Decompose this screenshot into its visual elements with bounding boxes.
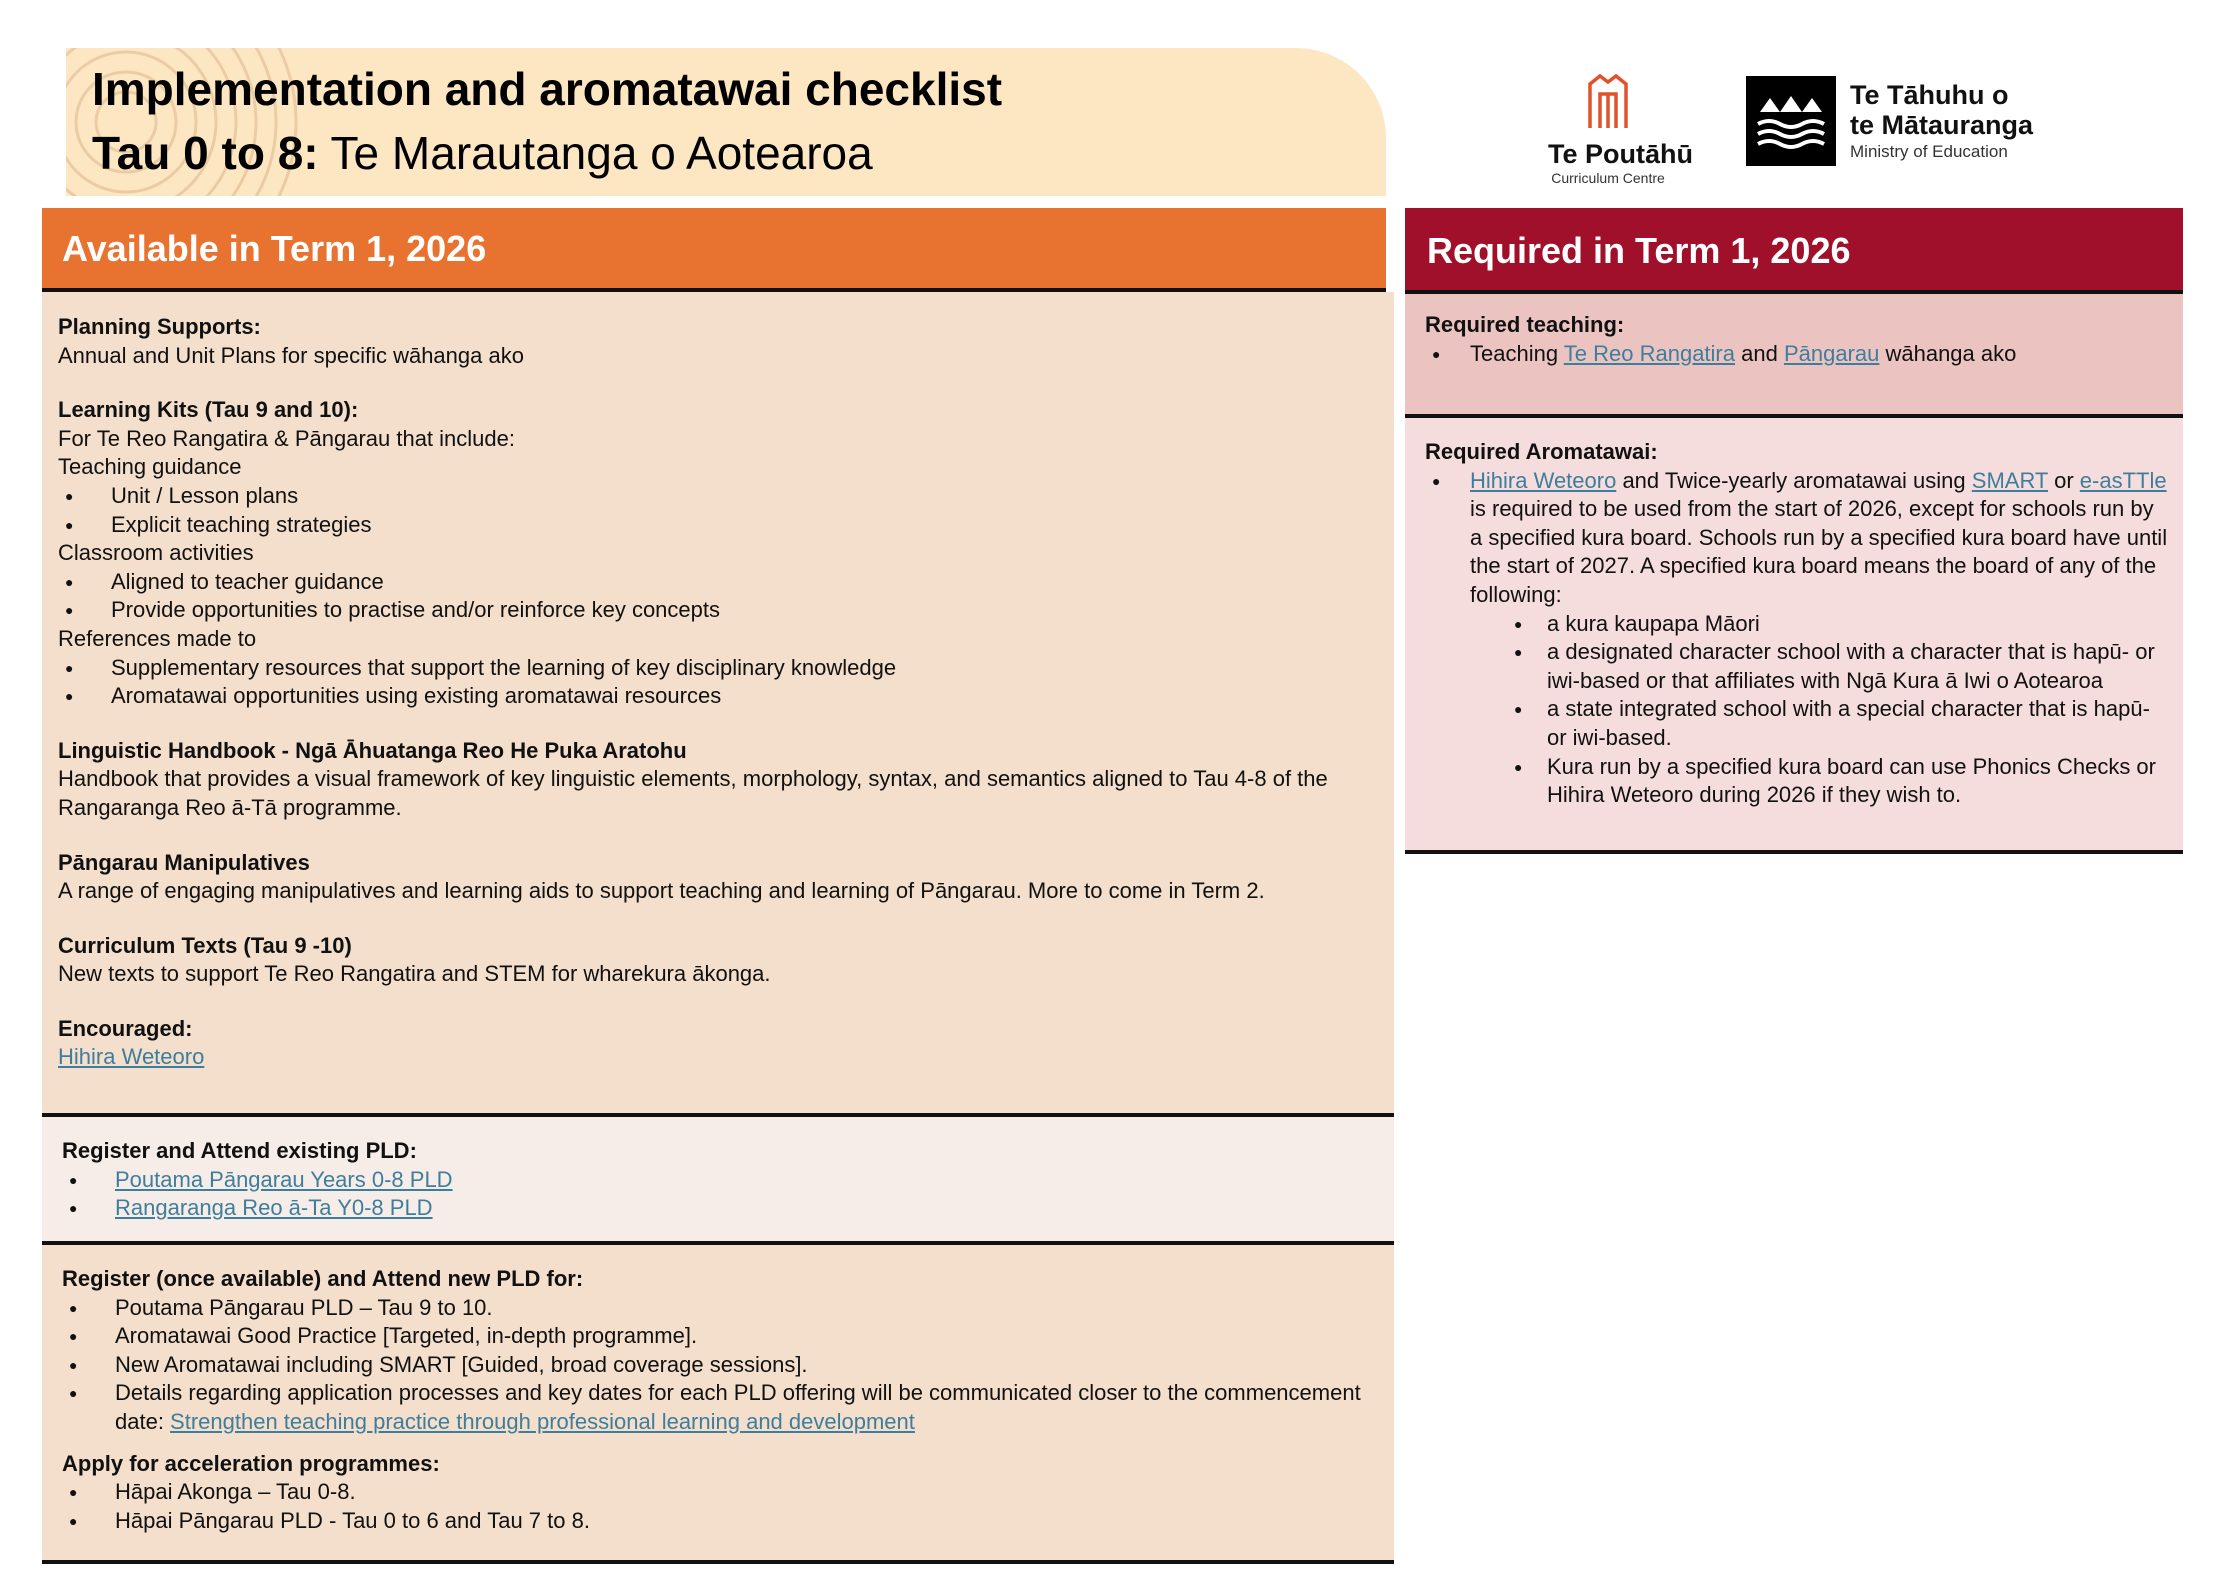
planning-text: Annual and Unit Plans for specific wāhanga ako — [58, 342, 524, 368]
te-poutahu-logo — [1548, 72, 1693, 186]
poutahu-name: Te Poutāhū — [1548, 139, 1693, 169]
required-aromatawai-content — [1425, 438, 2170, 810]
list-item: ● New Aromatawai including SMART [Guided, broad coverage sessions]. — [62, 1351, 1362, 1380]
acceleration-title: Apply for acceleration programmes: — [62, 1450, 440, 1476]
encouraged-title: Encouraged: — [58, 1015, 193, 1041]
required-teaching-title: Required teaching: — [1425, 312, 1625, 337]
existing-pld-title: Register and Attend existing PLD: — [62, 1138, 417, 1163]
kits-title: Learning Kits (Tau 9 and 10): — [58, 397, 359, 423]
poutahu-emblem-icon — [1586, 72, 1630, 130]
available-header — [42, 208, 1386, 292]
list-item: ● Poutama Pāngarau PLD – Tau 9 to 10. — [62, 1294, 1362, 1323]
smart-link[interactable]: SMART — [1971, 467, 2048, 493]
existing-pld-content — [62, 1137, 1362, 1223]
kits-teaching-label: Teaching guidance — [58, 454, 242, 480]
required-teaching-content — [1425, 311, 2170, 368]
page-title: Implementation and aromatawai checklist — [92, 63, 1003, 115]
required-aromatawai-title: Required Aromatawai: — [1425, 439, 1658, 464]
required-header-title: Required in Term 1, 2026 — [1427, 230, 1851, 271]
list-item: ● Supplementary resources that support the learning of key disciplinary knowledge — [58, 654, 1368, 683]
list-item: ● Unit / Lesson plans — [58, 482, 1368, 511]
list-item: ● Hāpai Akonga – Tau 0-8. — [62, 1478, 1362, 1507]
list-item: ● a kura kaupapa Māori — [1425, 610, 2170, 639]
hihira-weteoro-link[interactable]: Hihira Weteoro — [58, 1044, 205, 1070]
moe-name-english: Ministry of Education — [1850, 142, 2008, 161]
handbook-text: Handbook that provides a visual framework of key linguistic elements, morphology, syntax, and semantics aligned to Tau 4-8 of the Rangaranga Reo ā-Tā programme. — [58, 766, 1328, 820]
list-item: ● Hāpai Pāngarau PLD - Tau 0 to 6 and Tau 7 to 8. — [62, 1507, 1362, 1536]
manipulatives-text: A range of engaging manipulatives and learning aids to support teaching and learning of Pāngarau. More to come in Term 2. — [58, 878, 1265, 904]
moe-name-line2: te Mātauranga — [1850, 110, 2034, 140]
poutama-pld-link[interactable]: Poutama Pāngarau Years 0-8 PLD — [115, 1166, 453, 1192]
kits-references-label: References made to — [58, 625, 257, 651]
list-item: ● Teaching Te Reo Rangatira and Pāngarau wāhanga ako — [1425, 340, 2170, 369]
manipulatives-title: Pāngarau Manipulatives — [58, 849, 310, 875]
moe-emblem-icon — [1746, 76, 1836, 166]
moe-logo-text — [1850, 80, 2033, 162]
planning-title: Planning Supports: — [58, 314, 261, 339]
available-content — [58, 313, 1368, 1072]
strengthen-teaching-link[interactable]: Strengthen teaching practice through professional learning and development — [170, 1408, 915, 1434]
list-item: ● Explicit teaching strategies — [58, 511, 1368, 540]
kits-classroom-label: Classroom activities — [58, 540, 254, 566]
e-asttle-link[interactable]: e-asTTle — [2079, 467, 2167, 493]
te-reo-rangatira-link[interactable]: Te Reo Rangatira — [1563, 340, 1735, 366]
available-header-title: Available in Term 1, 2026 — [62, 228, 487, 269]
moe-name-line1: Te Tāhuhu o — [1850, 80, 2009, 110]
required-header — [1405, 208, 2183, 294]
page-subtitle: Tau 0 to 8: Te Marautanga o Aotearoa — [92, 127, 873, 179]
list-item: ● a designated character school with a character that is hapū- or iwi-based or that affiliates with Ngā Kura ā Iwi o Aotearoa — [1425, 638, 2170, 695]
hihira-weteoro-req-link[interactable]: Hihira Weteoro — [1470, 467, 1617, 493]
new-pld-title: Register (once available) and Attend new PLD for: — [62, 1266, 584, 1291]
list-item: ● Aligned to teacher guidance — [58, 568, 1368, 597]
list-item: ● Kura run by a specified kura board can use Phonics Checks or Hihira Weteoro during 2026 if they wish to. — [1425, 753, 2170, 810]
list-item: ● a state integrated school with a special character that is hapū- or iwi-based. — [1425, 695, 2170, 752]
new-pld-content — [62, 1265, 1362, 1535]
list-item: ● Aromatawai Good Practice [Targeted, in-depth programme]. — [62, 1322, 1362, 1351]
poutahu-subtitle: Curriculum Centre — [1551, 170, 1665, 186]
pangarau-link[interactable]: Pāngarau — [1783, 340, 1880, 366]
kits-intro: For Te Reo Rangatira & Pāngarau that include: — [58, 425, 515, 451]
list-item: ● Details regarding application processes and key dates for each PLD offering will be communicated closer to the commencement date: Strengthen teaching practice through professional learning and development — [62, 1379, 1362, 1436]
list-item: ● Aromatawai opportunities using existing aromatawai resources — [58, 682, 1368, 711]
list-item: ● Hihira Weteoro and Twice-yearly aromatawai using SMART or e-asTTle is required to be used from the start of 2026, except for schools run by a specified kura board. Schools run by a specified kura board have until the start of 2027. A specified kura board means the board of any of the following: — [1425, 467, 2170, 610]
list-item: ● Provide opportunities to practise and/or reinforce key concepts — [58, 596, 1368, 625]
curriculum-texts-title: Curriculum Texts (Tau 9 -10) — [58, 932, 352, 958]
handbook-title: Linguistic Handbook - Ngā Āhuatanga Reo He Puka Aratohu — [58, 737, 687, 763]
curriculum-texts-text: New texts to support Te Reo Rangatira and STEM for wharekura ākonga. — [58, 961, 771, 987]
rangaranga-pld-link[interactable]: Rangaranga Reo ā-Ta Y0-8 PLD — [115, 1195, 433, 1221]
